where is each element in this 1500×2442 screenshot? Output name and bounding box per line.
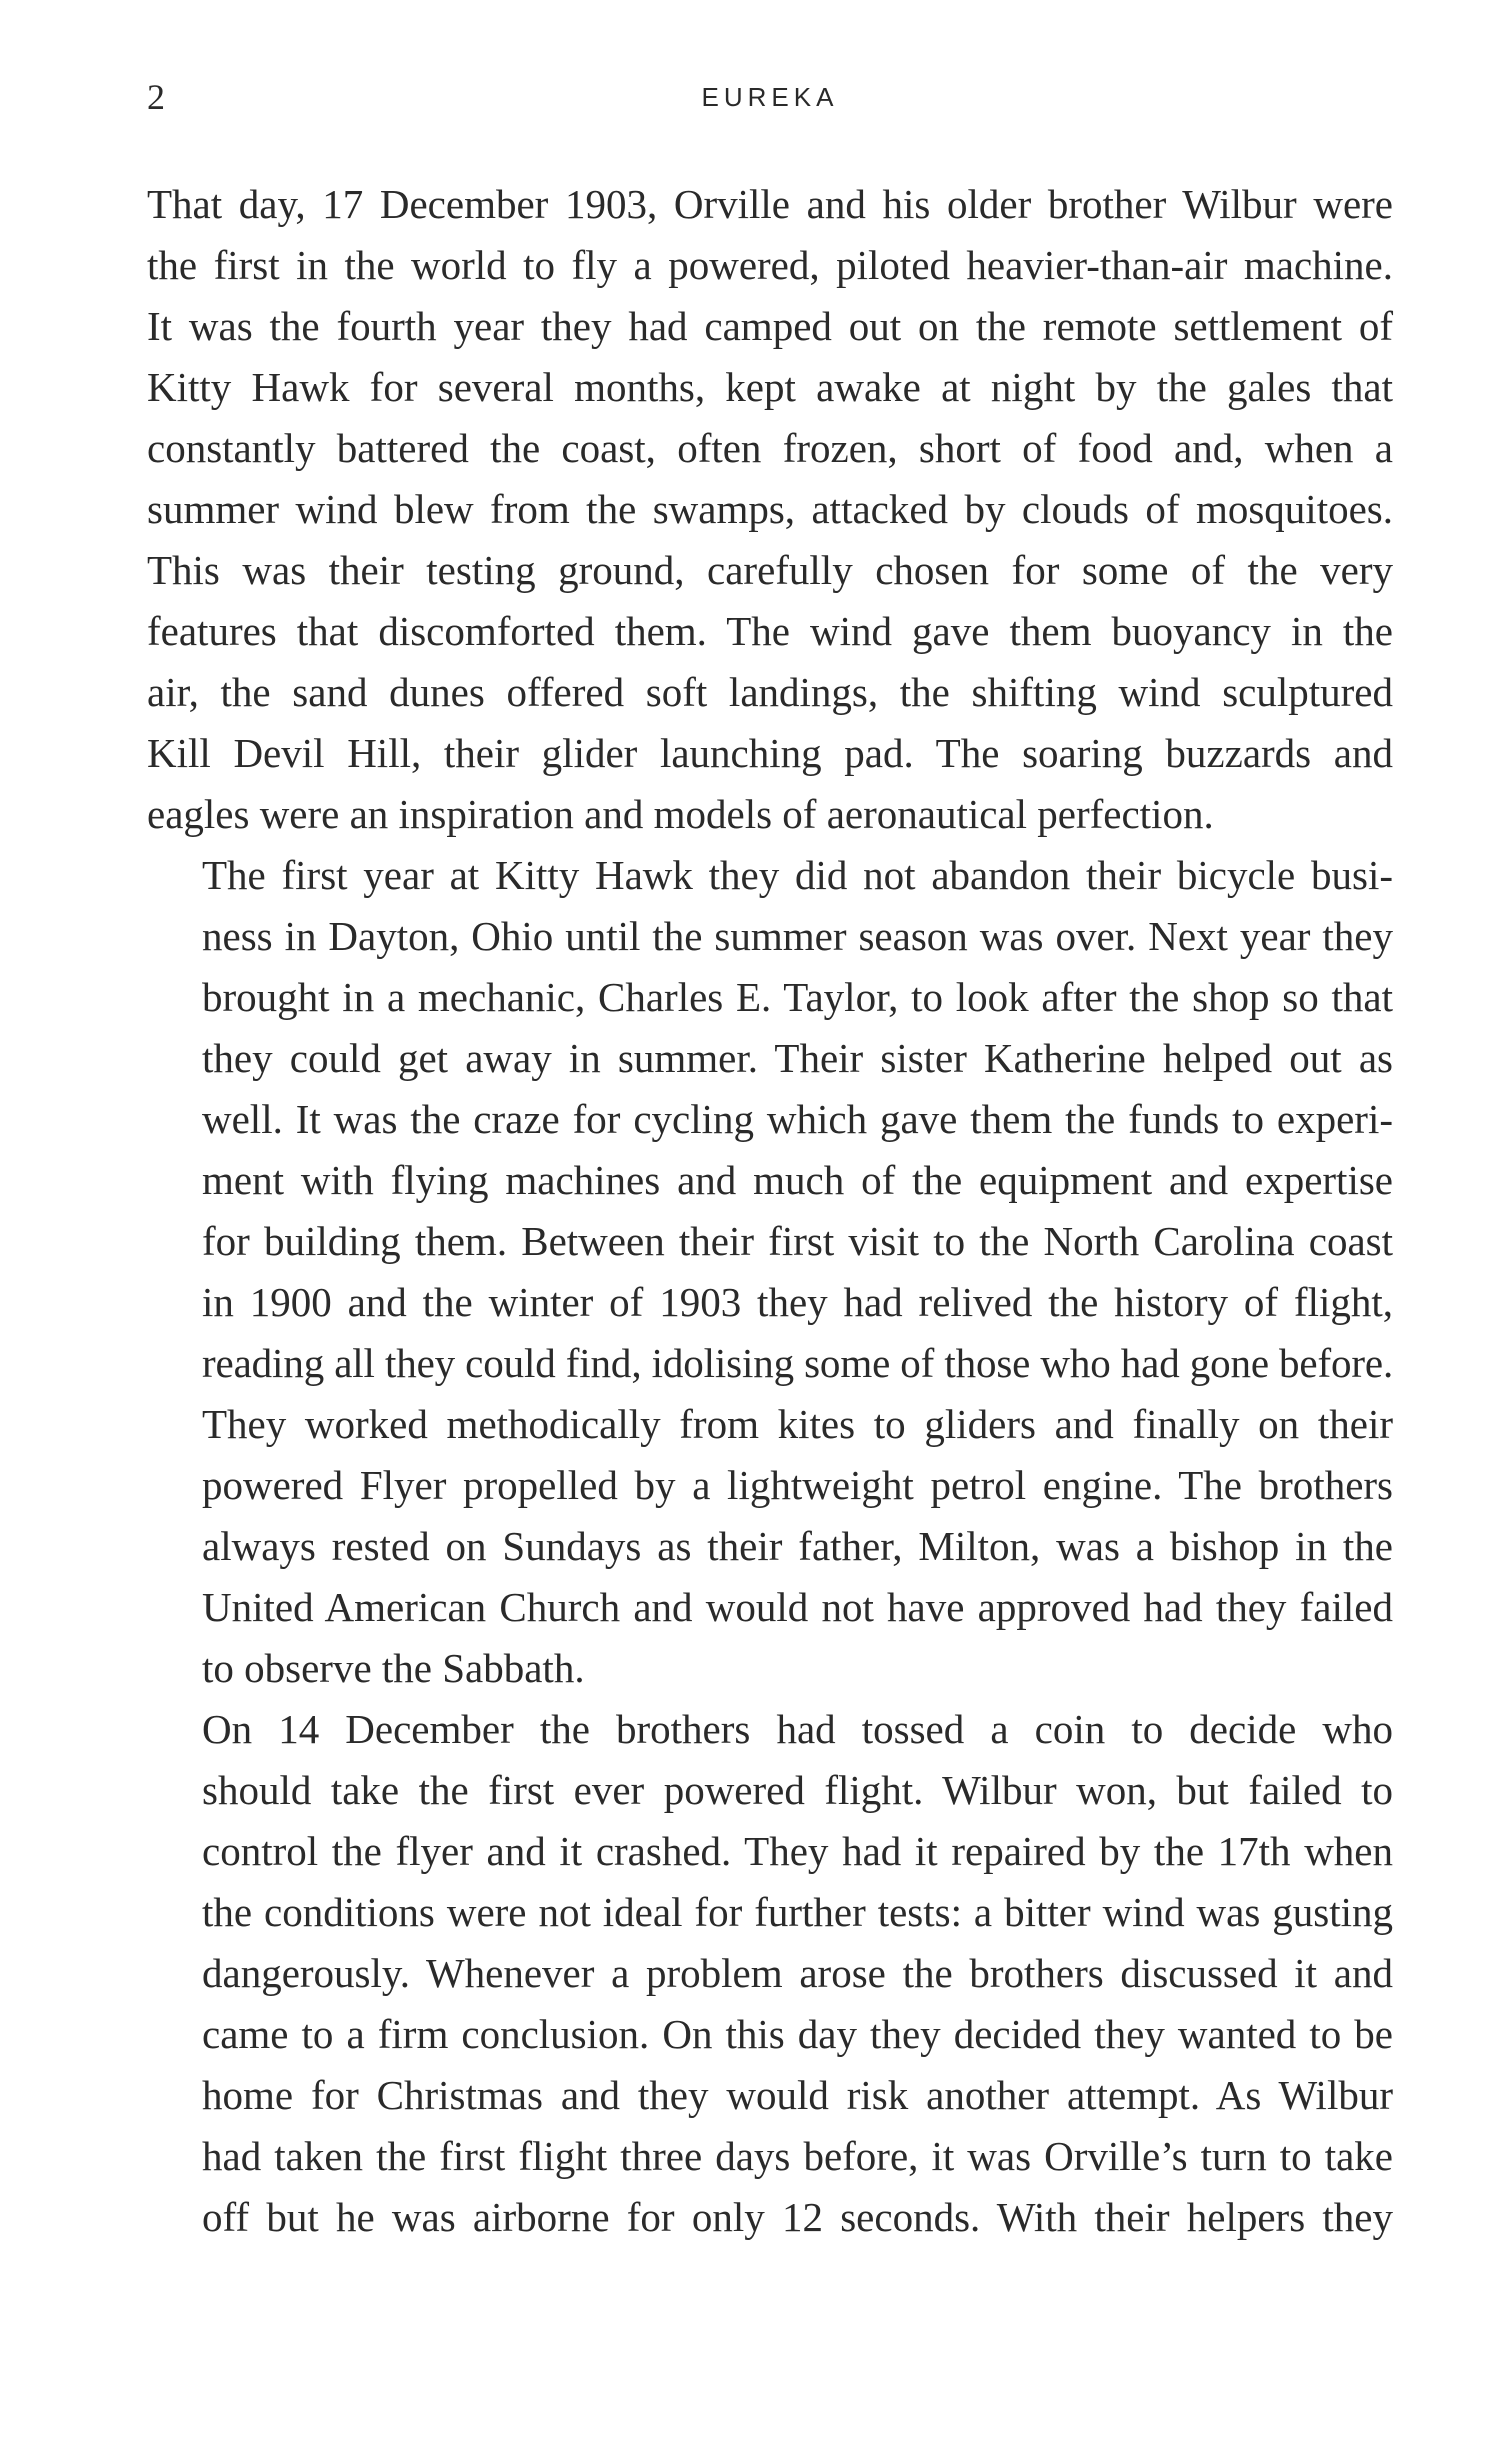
text-line: for building them. Between their first visit to the North Carolina coast (202, 1218, 1393, 1264)
text-line: dangerously. Whenever a problem arose the brothers discussed it and (202, 1950, 1393, 1996)
body-text (147, 174, 1393, 2248)
text-line: to observe the Sabbath. (202, 1645, 585, 1691)
text-line: had taken the first flight three days before, it was Orville’s turn to take (202, 2133, 1393, 2179)
text-line: Kitty Hawk for several months, kept awake at night by the gales that (147, 364, 1393, 410)
text-line: It was the fourth year they had camped out on the remote settlement of (147, 303, 1393, 349)
text-line: they could get away in summer. Their sister Katherine helped out as (202, 1035, 1393, 1081)
text-line: ness in Dayton, Ohio until the summer season was over. Next year they (202, 913, 1393, 959)
text-line: always rested on Sundays as their father, Milton, was a bishop in the (202, 1523, 1393, 1569)
text-line: brought in a mechanic, Charles E. Taylor, to look after the shop so that (202, 974, 1393, 1020)
text-line: This was their testing ground, carefully chosen for some of the very (147, 547, 1393, 593)
text-line: well. It was the craze for cycling which gave them the funds to experi- (202, 1096, 1393, 1142)
text-line: United American Church and would not have approved had they failed (202, 1584, 1393, 1630)
text-line: features that discomforted them. The wind gave them buoyancy in the (147, 608, 1393, 654)
paragraph (147, 845, 1393, 1699)
paragraph (147, 1699, 1393, 2248)
text-line: came to a firm conclusion. On this day they decided they wanted to be (202, 2011, 1393, 2057)
running-head (147, 72, 1393, 122)
text-line: That day, 17 December 1903, Orville and his older brother Wilbur were (147, 181, 1393, 227)
paragraph (147, 174, 1393, 845)
book-title: EUREKA (701, 82, 839, 112)
text-line: home for Christmas and they would risk another attempt. As Wilbur (202, 2072, 1393, 2118)
text-line: control the flyer and it crashed. They had it repaired by the 17th when (202, 1828, 1393, 1874)
text-line: air, the sand dunes offered soft landings, the shifting wind sculptured (147, 669, 1393, 715)
text-line: Kill Devil Hill, their glider launching pad. The soaring buzzards and (147, 730, 1393, 776)
page-number: 2 (147, 77, 165, 117)
text-line: ment with flying machines and much of the equipment and expertise (202, 1157, 1393, 1203)
text-line: reading all they could find, idolising some of those who had gone before. (202, 1340, 1394, 1386)
text-line: powered Flyer propelled by a lightweight petrol engine. The brothers (202, 1462, 1393, 1508)
text-line: in 1900 and the winter of 1903 they had relived the history of flight, (202, 1279, 1393, 1325)
text-line: the conditions were not ideal for further tests: a bitter wind was gusting (202, 1889, 1393, 1935)
text-line: should take the first ever powered flight. Wilbur won, but failed to (202, 1767, 1393, 1813)
text-line: eagles were an inspiration and models of aeronautical perfection. (147, 791, 1214, 837)
text-line: the first in the world to fly a powered, piloted heavier-than-air machine. (147, 242, 1393, 288)
text-line: They worked methodically from kites to gliders and finally on their (202, 1401, 1393, 1447)
text-line: constantly battered the coast, often frozen, short of food and, when a (147, 425, 1393, 471)
text-line: off but he was airborne for only 12 seconds. With their helpers they (202, 2194, 1393, 2240)
text-line: The first year at Kitty Hawk they did not abandon their bicycle busi- (202, 852, 1393, 898)
text-line: On 14 December the brothers had tossed a coin to decide who (202, 1706, 1393, 1752)
text-line: summer wind blew from the swamps, attacked by clouds of mosquitoes. (147, 486, 1393, 532)
